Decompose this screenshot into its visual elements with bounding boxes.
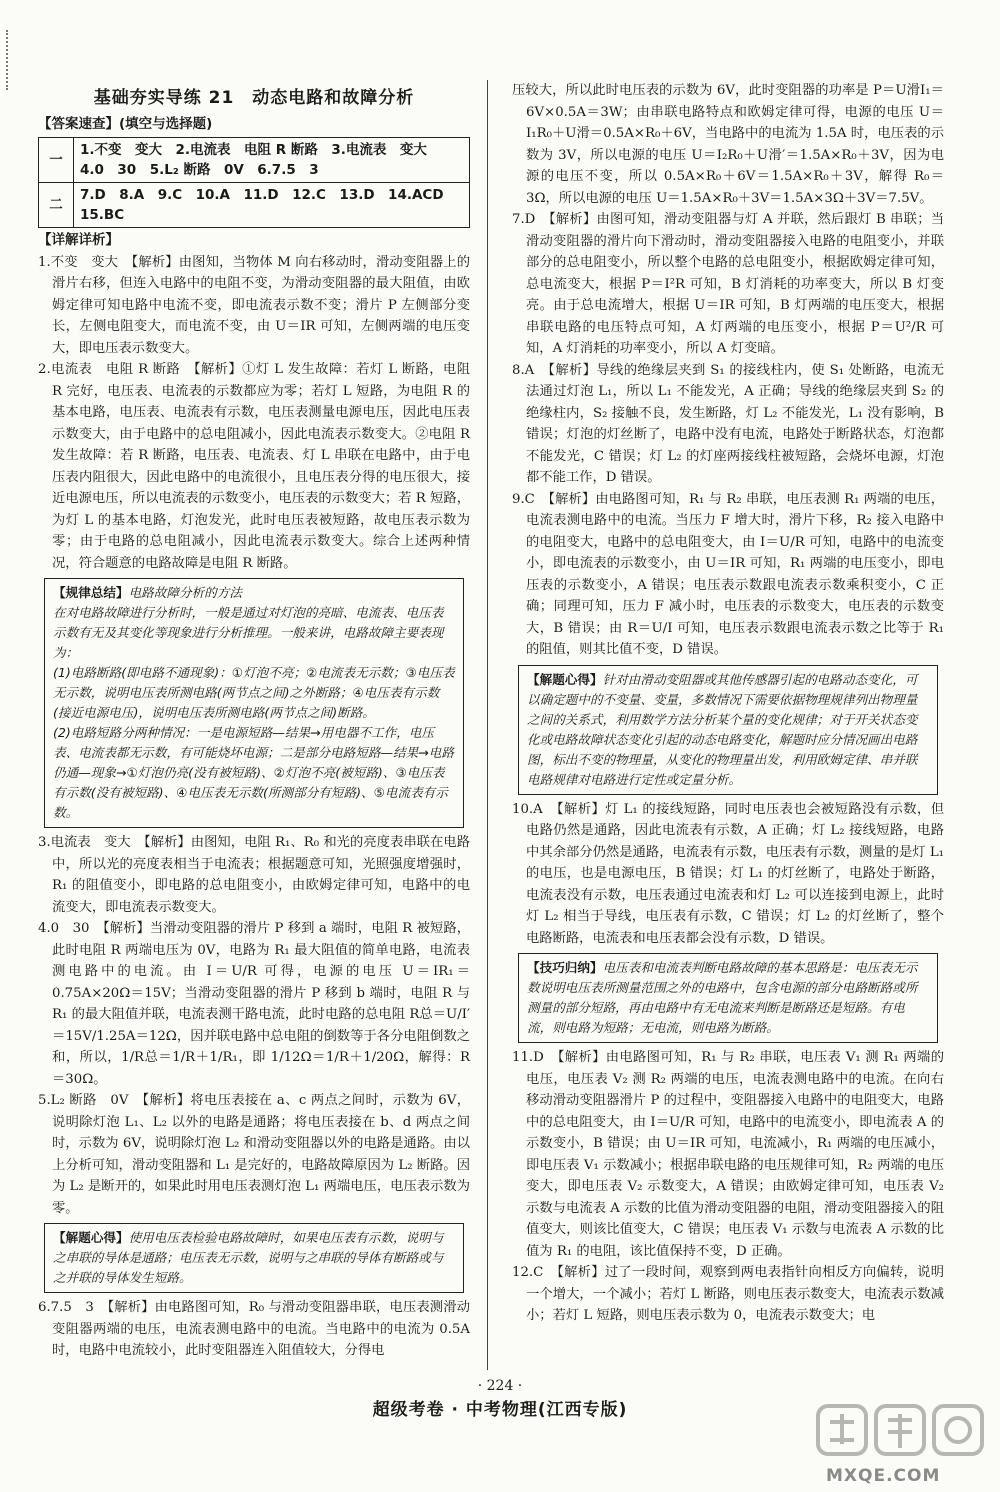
box-heading: 电路故障分析的方法 bbox=[128, 585, 242, 600]
solution-item: 1.不变 变大 【解析】由图知，当物体 M 向右移动时，滑动变阻器上的滑片右移，但连入电路中的电阻不变，为滑动变阻器的最大阻值，由欧姆定律可知电路中电流不变，即电流表示数不变；滑片 P 左侧部分变长，左侧电阻变大，而电流不变，由 U＝IR 可知，左侧两端的电压变大，即电压表示数变大。 bbox=[38, 254, 470, 356]
box-paragraph: (1)电路断路(即电路不通现象)：①灯泡不亮；②电流表无示数；③电压表无示数，说明电压表所测电路(两节点之间)之外断路；④电压表有示数(接近电源电压)，说明电压表所测电路(两节点之间)断路。 bbox=[53, 665, 455, 720]
book-title: 超级考卷 · 中考物理(江西专版) bbox=[372, 1400, 628, 1420]
solution-item: 9.C 【解析】由电路图可知，R₁ 与 R₂ 串联，电压表测 R₁ 两端的电压，电流表测电路中的电流。当压力 F 增大时，滑片下移，R₂ 接入电路中的电阻变大，电路中的总电阻变大，由 I＝U/R 可知，电路中的电流变小，即电流表的示数变小，由 U＝IR 可知，R₁ 两端的电压变小，即电压表的示数变小，A 错误；电压表示数跟电流表示数乘积变小，C 正确；同理可知，压力 F 减小时，电压表的示数变大，电压表的示数变大，B 错误；由 R＝U/I 可知，电压表示数跟电流表示数之比等于 R₁ 的阻值，则其比值不变，D 错误。 bbox=[512, 491, 944, 657]
solution-item: 6.7.5 3 【解析】由电路图可知，R₀ 与滑动变阻器串联，电压表测滑动变阻器两端的电压，电流表测电路中的电流。当电路中的电流为 0.5A 时，电路中电流较小，此时变阻器连入阻值较大，分得电 bbox=[38, 1300, 470, 1358]
solution-item: 压较大，所以此时电压表的示数为 6V，此时变阻器的功率是 P＝U滑I₁＝6V×0.5A＝3W；由串联电路特点和欧姆定律可得，电源的电压 U＝I₁R₀＋U滑＝0.5A×R₀＋6V，当电路中的电流为 1.5A 时，电压表的示数为 3V，所以电源的电压 U＝I₂R₀＋U滑′＝1.5A×R₀＋3V，因为电源的电压不变，所以 0.5A×R₀＋6V＝1.5A×R₀＋3V，解得 R₀＝3Ω，所以电源的电压 U＝1.5A×R₀＋3V＝1.5A×3Ω＋3V＝7.5V。 bbox=[512, 83, 944, 206]
answer-part: 一 bbox=[39, 138, 74, 183]
box-text: 电压表和电流表判断电路故障的基本思路是：电压表无示数说明电压表所测量范围之外的电路中，包含电源的部分电路断路或所测量的部分短路，再由电路中有无电流来判断是断路还是短路。有电流，则电路为短路；无电流，则电路为断路。 bbox=[527, 960, 918, 1035]
solution-item: 8.A 【解析】导线的绝缘层夹到 S₁ 的接线柱内，使 S₁ 处断路，电流无法通过灯泡 L₁，所以 L₁ 不能发光，A 正确；导线的绝缘层夹到 S₂ 的绝缘柱内，S₂ 接触不良，发生断路，灯 L₂ 不能发光，L₁ 没有影响，B 错误；灯泡的灯丝断了，电路中没有电流，电路处于断路状态，灯泡都不能发光，C 错误；灯 L₂ 的灯座两接线柱被短路，会烧坏电源，灯泡都不能工作，D 错误。 bbox=[512, 362, 944, 485]
box-label: 【解题心得】 bbox=[53, 1230, 129, 1245]
solution-item: 10.A 【解析】灯 L₁ 的接线短路，同时电压表也会被短路没有示数，但电路仍然是通路，因此电流表有示数，A 正确；灯 L₂ 接线短路，电路中其余部分仍然是通路，电流表有示数，电压表有示数，测量的是灯 L₁ 的电压，也是电源电压，B 错误；灯 L₁ 的灯丝断了，电路处于断路，电流表没有示数，电压表通过电流表和灯 L₂ 可以连接到电源上，此时灯 L₂ 相当于导线，电压表有示数，C 错误；灯 L₂ 的灯丝断了，整个电路断路，电流表和电压表都会没有示数，D 错误。 bbox=[512, 801, 944, 946]
solution-item: 7.D 【解析】由图可知，滑动变阻器与灯 A 并联，然后跟灯 B 串联；当滑动变阻器的滑片向下滑动时，滑动变阻器接入电路的电阻变小，并联部分的总电阻变小，所以整个电路的总电阻变小，根据欧姆定律可知，总电流变大，根据 P＝I²R 可知，B 灯消耗的功率变大，所以 B 灯变亮。由于总电流增大，根据 U＝IR 可知，B 灯两端的电压变大，根据串联电路的电压特点可知，A 灯两端的电压变小，根据 P＝U²/R 可知，A 灯消耗的功率变小，所以 A 灯变暗。 bbox=[512, 212, 944, 356]
page-number: · 224 · bbox=[477, 1378, 523, 1394]
box-text: 针对由滑动变阻器或其他传感器引起的电路动态变化，可以确定题中的不变量、变量，多数情况下需要依据物理规律列出物理量之间的关系式，利用数学方法分析某个量的变化规律；对于开关状态变化或电路故障状态变化引起的动态电路变化，解题时应分情况画出电路图，标出不变的物理量，从变化的物理量出发，利用欧姆定律、串并联电路规律对电路进行定性或定量分析。 bbox=[527, 671, 918, 787]
box-text: 使用电压表检验电路故障时，如果电压表有示数，说明与之串联的导体是通路；电压表无示数，说明与之串联的导体有断路或与之并联的导体发生短路。 bbox=[53, 1230, 444, 1285]
solution-item: 2.电流表 电阻 R 断路 【解析】①灯 L 发生故障：若灯 L 断路，电阻 R 完好，电压表、电流表的示数都应为零；若灯 L 短路，为电阻 R 的基本电路，电压表、电流表有示数，电压表测量电源电压，因此电压表示数变大，由于电路中的总电阻减小，因此电流表示数变大。②电阻 R 发生故障：若 R 断路，电压表、电流表、灯 L 串联在电路中，由于电压表内阻很大，因此电路中的电流很小，且电压表分得的电压很大，接近电源电压，所以电流表的示数变小，电压表的示数变大；若 R 短路，为灯 L 的基本电路，灯泡发光，此时电压表被短路，故电压表示数为零；由于电路的总电阻减小，因此电流表示数变大。综合上述两种情况，符合题意的电路故障是电阻 R 断路。 bbox=[38, 362, 470, 571]
tip-box bbox=[44, 1223, 464, 1293]
solution-item: 11.D 【解析】由电路图可知，R₁ 与 R₂ 串联，电压表 V₁ 测 R₁ 两端的电压，电压表 V₂ 测 R₂ 两端的电压，电流表测电路中的电流。在向右移动滑动变阻器滑片 P 的过程中，变阻器接入电路中的电阻变大，电路中的总电阻变大，由 I＝U/R 可知，电路中的电流变小，即电流表 A 的示数变小，B 错误；由 U＝IR 可知，电流减小，R₁ 两端的电压减小，即电压表 V₁ 示数减小；根据串联电路的电压规律可知，R₂ 两端的电压变大，即电压表 V₂ 示数变大，A 错误；由欧姆定律可知，电压表 V₂ 示数与电流表 A 示数的比值为滑动变阻器的电阻，滑动变阻器接入的阻值变大，则该比值变大，C 错误；电压表 V₁ 示数与电流表 A 示数的比值为 R₁ 的电阻，该比值保持不变，D 正确。 bbox=[512, 1050, 944, 1259]
box-paragraph: (2)电路短路分两种情况：一是电源短路—结果→用电器不工作，电压表、电流表都无示数，有可能烧坏电源；二是部分电路短路—结果→电路仍通—现象→①灯泡仍亮(没有被短路)、②灯泡不亮(被短路)、③电压表有示数(没有被短路)、④电压表无示数(所测部分有短路)、⑤电流表有示数。 bbox=[53, 725, 454, 820]
watermark-text: MXQE.COM bbox=[826, 1466, 941, 1486]
answer-row bbox=[39, 138, 470, 183]
box-paragraph: 在对电路故障进行分析时，一般是通过对灯泡的亮暗、电流表、电压表示数有无及其变化等现象进行分析推理。一般来讲，电路故障主要表现为： bbox=[53, 605, 444, 660]
right-column bbox=[512, 80, 944, 1327]
answer-content: 7.D 8.A 9.C 10.A 11.D 12.C 13.D 14.ACD 15.BC bbox=[74, 183, 470, 228]
page-title: 基础夯实导练 21 动态电路和故障分析 bbox=[93, 88, 415, 108]
box-label: 【技巧归纳】 bbox=[527, 960, 603, 975]
answer-content: 1.不变 变大 2.电流表 电阻 R 断路 3.电流表 变大 4.0 30 5.L₂ 断路 0V 6.7.5 3 bbox=[74, 138, 470, 183]
solution-item: 5.L₂ 断路 0V 【解析】将电压表接在 a、c 两点之间时，示数为 6V，说明除灯泡 L₁、L₂ 以外的电路是通路；将电压表接在 b、d 两点之间时，示数为 6V，说明除灯泡 L₂ 和滑动变阻器以外的电路是通路。由以上分析可知，滑动变阻器和 L₁ 是完好的，电路故障原因为 L₂ 断路。因为 L₂ 是断开的，如果此时用电压表测灯泡 L₁ 两端电压，电压表示数为零。 bbox=[38, 1093, 470, 1216]
box-label: 【解题心得】 bbox=[527, 671, 603, 687]
solution-item: 3.电流表 变大 【解析】由图知，电阻 R₁、R₀ 和光的亮度表串联在电路中，所以光的亮度表相当于电流表；根据题意可知，光照强度增强时，R₁ 的阻值变小，即电路的总电阻变小，由欧姆定律可知，电路中的电流变大，即电流表示数变大。 bbox=[38, 835, 470, 915]
binding-marks bbox=[6, 30, 14, 90]
answer-row bbox=[39, 183, 470, 228]
solution-item: 4.0 30 【解析】当滑动变阻器的滑片 P 移到 a 端时，电阻 R 被短路，此时电阻 R 两端电压为 0V，电路为 R₁ 最大阻值的简单电路，电流表测电路中的电流。由 I＝U/R 可得，电源的电压 U＝IR₁＝0.75A×20Ω＝15V；当滑动变阻器的滑片 P 移到 b 端时，电阻 R 与 R₁ 的最大阻值并联，电流表测干路电流，此时电路的总电阻 R总＝U/I′＝15V/1.25A＝12Ω，因并联电路中总电阻的倒数等于各分电阻倒数之和，所以，1/R总＝1/R＋1/R₁，即 1/12Ω＝1/R＋1/20Ω，解得：R＝30Ω。 bbox=[38, 921, 470, 1087]
rule-summary-box bbox=[44, 578, 464, 828]
column-divider bbox=[487, 80, 488, 1370]
detail-label: 【详解详析】 bbox=[38, 232, 119, 248]
left-column bbox=[38, 80, 470, 1362]
answer-quick-label: 【答案速查】(填空与选择题) bbox=[38, 115, 213, 132]
answer-table bbox=[38, 137, 470, 228]
tip-box bbox=[518, 665, 938, 795]
box-label: 【规律总结】 bbox=[53, 585, 129, 600]
skill-box bbox=[518, 953, 938, 1043]
solution-item: 12.C 【解析】过了一段时间，观察到两电表指针向相反方向偏转，说明一个增大，一个减小；若灯 L 断路，则电压表示数变大，电流表示数减小；若灯 L 短路，则电压表示数为 0，电流表示数变大；电 bbox=[512, 1265, 944, 1323]
answer-part: 二 bbox=[39, 183, 74, 228]
